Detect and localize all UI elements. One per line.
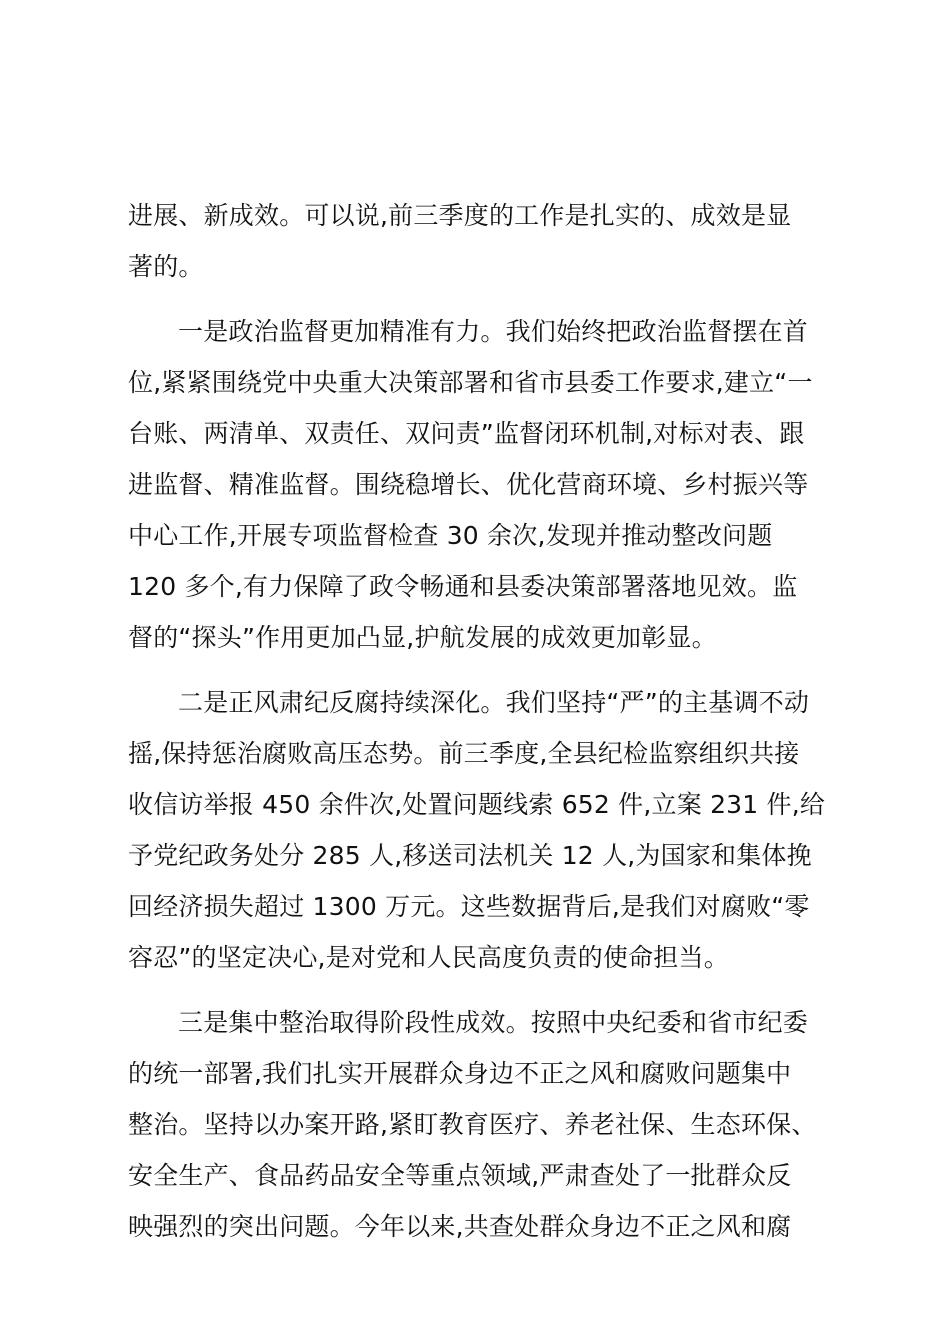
text-line: 二是正风肃纪反腐持续深化。我们坚持“严”的主基调不动 xyxy=(178,688,810,717)
text-line: 位,紧紧围绕党中央重大决策部署和省市县委工作要求,建立“一 xyxy=(128,368,813,397)
text-line: 120 多个,有力保障了政令畅通和县委决策部署落地见效。监 xyxy=(128,572,798,601)
text-line: 予党纪政务处分 285 人,移送司法机关 12 人,为国家和集体挽 xyxy=(128,841,812,870)
text-line: 台账、两清单、双责任、双问责”监督闭环机制,对标对表、跟 xyxy=(128,419,805,448)
text-line: 三是集中整治取得阶段性成效。按照中央纪委和省市纪委 xyxy=(178,1008,809,1037)
paragraph-anti-corruption xyxy=(128,677,826,983)
text-line: 进监督、精准监督。围绕稳增长、优化营商环境、乡村振兴等 xyxy=(128,470,809,499)
text-line: 摇,保持惩治腐败高压态势。前三季度,全县纪检监察组织共接 xyxy=(128,739,800,768)
text-line: 容忍”的坚定决心,是对党和人民高度负责的使命担当。 xyxy=(128,943,729,972)
text-line: 回经济损失超过 1300 万元。这些数据背后,是我们对腐败“零 xyxy=(128,892,810,921)
text-line: 中心工作,开展专项监督检查 30 余次,发现并推动整改问题 xyxy=(128,521,773,550)
document-page xyxy=(128,190,826,1266)
paragraph-political-supervision xyxy=(128,306,818,663)
text-line: 安全生产、食品药品安全等重点领域,严肃查处了一批群众反 xyxy=(128,1161,792,1190)
text-line: 的统一部署,我们扎实开展群众身边不正之风和腐败问题集中 xyxy=(128,1059,792,1088)
paragraph-intro-continuation xyxy=(128,190,818,292)
text-line: 著的。 xyxy=(128,252,204,281)
paragraph-concentrated-rectification xyxy=(128,997,818,1252)
text-line: 收信访举报 450 余件次,处置问题线索 652 件,立案 231 件,给 xyxy=(128,790,826,819)
text-line: 映强烈的突出问题。今年以来,共查处群众身边不正之风和腐 xyxy=(128,1212,792,1241)
text-line: 督的“探头”作用更加凸显,护航发展的成效更加彰显。 xyxy=(128,623,717,652)
text-line: 一是政治监督更加精准有力。我们始终把政治监督摆在首 xyxy=(178,317,809,346)
text-line: 整治。坚持以办案开路,紧盯教育医疗、养老社保、生态环保、 xyxy=(128,1110,817,1139)
text-line: 进展、新成效。可以说,前三季度的工作是扎实的、成效是显 xyxy=(128,201,792,230)
